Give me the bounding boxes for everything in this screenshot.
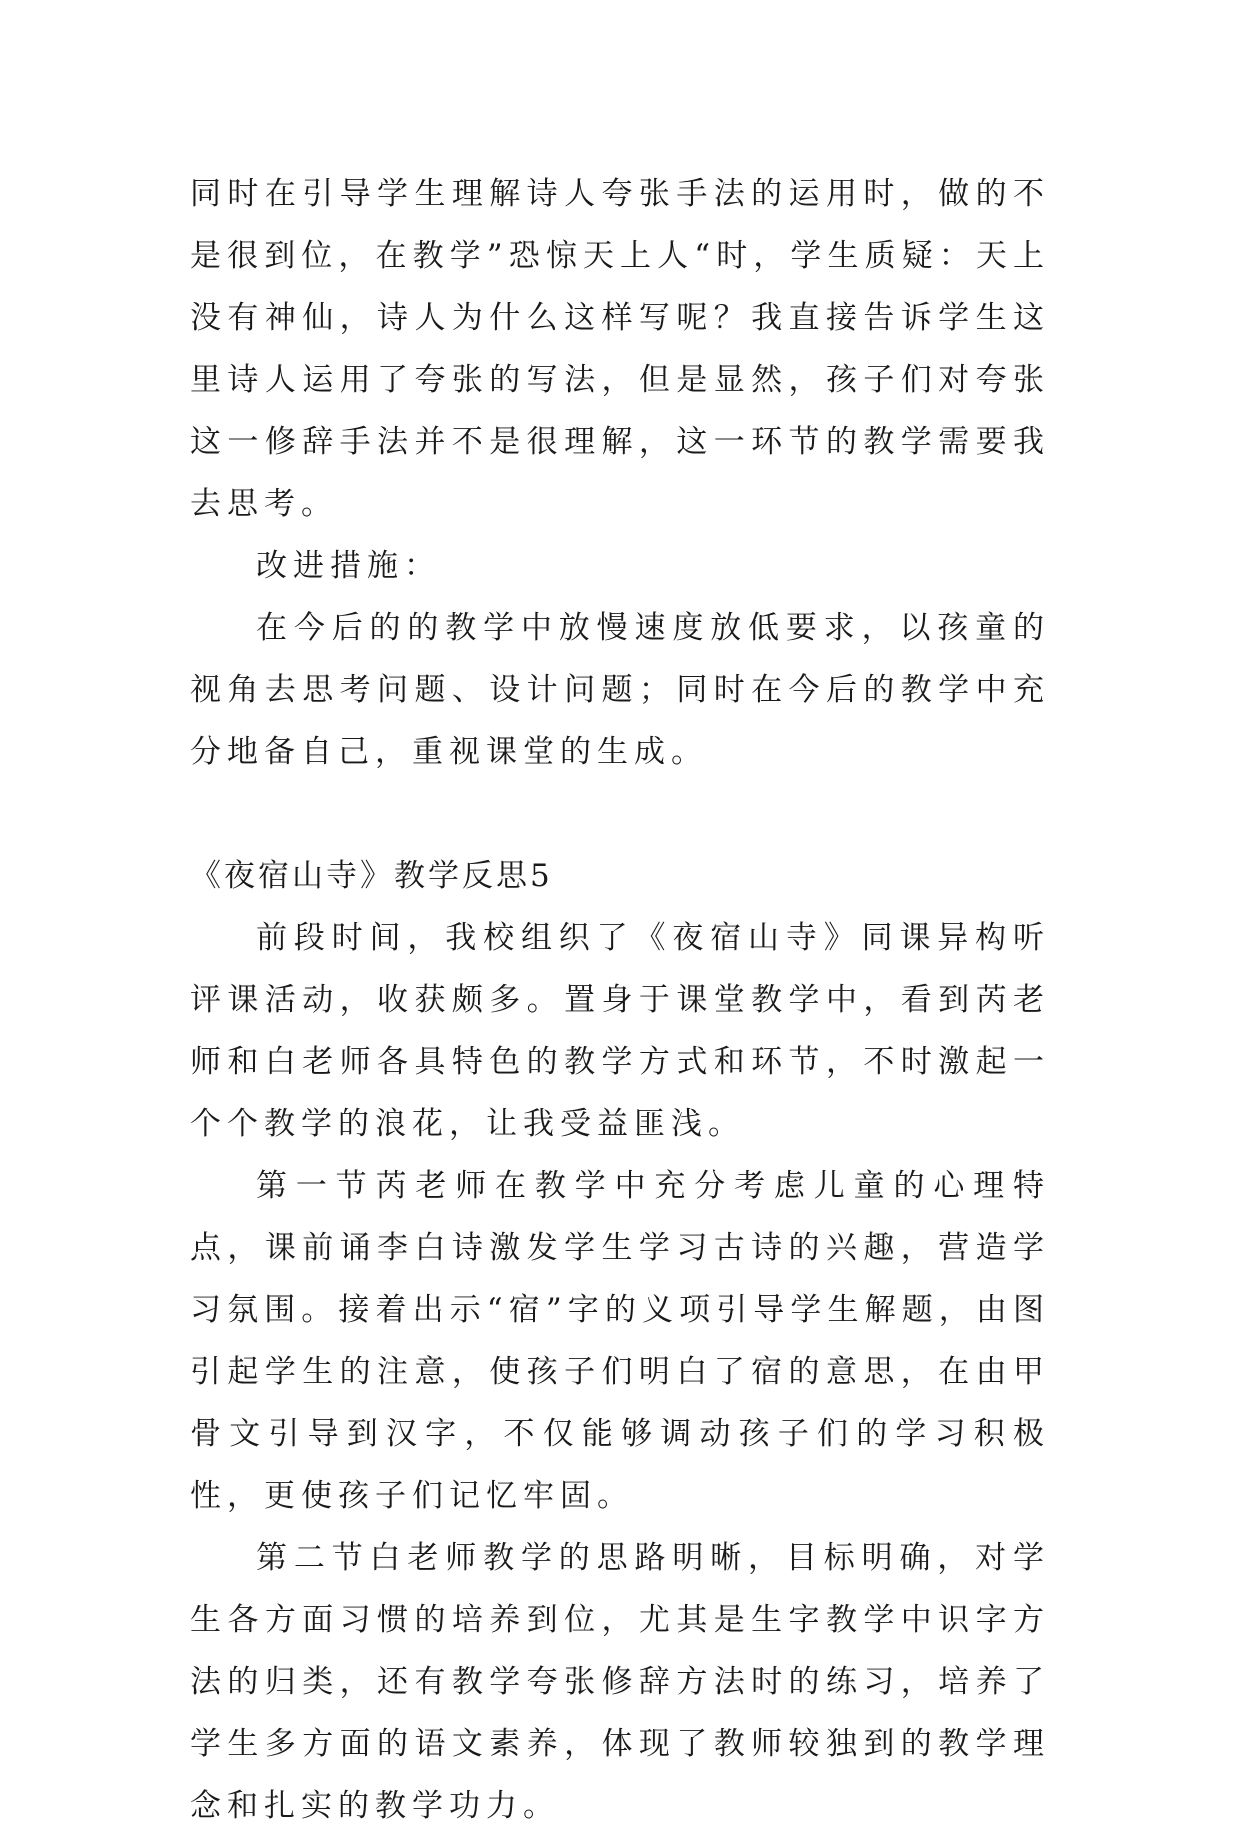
section-title: 《夜宿山寺》教学反思5: [190, 858, 553, 894]
paragraph-intro: 前段时间，我校组织了《夜宿山寺》同课异构听评课活动，收获颇多。置身于课堂教学中，看到芮老师和白老师各具特色的教学方式和环节，不时激起一个个教学的浪花，让我受益匪浅。: [190, 920, 1050, 1142]
paragraph-improvement-measures: 在今后的的教学中放慢速度放低要求，以孩童的视角去思考问题、设计问题；同时在今后的教学中充分地备自己，重视课堂的生成。: [190, 610, 1050, 770]
document-body: [190, 163, 1050, 1837]
paragraph-continuation: 同时在引导学生理解诗人夸张手法的运用时，做的不是很到位，在教学”恐惊天上人“时，学生质疑：天上没有神仙，诗人为什么这样写呢？我直接告诉学生这里诗人运用了夸张的写法，但是显然，孩子们对夸张这一修辞手法并不是很理解，这一环节的教学需要我去思考。: [190, 176, 1050, 522]
paragraph-second-lesson: 第二节白老师教学的思路明晰，目标明确，对学生各方面习惯的培养到位，尤其是生字教学中识字方法的归类，还有教学夸张修辞方法时的练习，培养了学生多方面的语文素养，体现了教师较独到的教学理念和扎实的教学功力。: [190, 1540, 1050, 1824]
paragraph-improvement-label: 改进措施：: [256, 548, 441, 584]
paragraph-first-lesson: 第一节芮老师在教学中充分考虑儿童的心理特点，课前诵李白诗激发学生学习古诗的兴趣，营造学习氛围。接着出示“宿”字的义项引导学生解题，由图引起学生的注意，使孩子们明白了宿的意思，在由甲骨文引导到汉字，不仅能够调动孩子们的学习积极性，更使孩子们记忆牢固。: [190, 1168, 1050, 1514]
